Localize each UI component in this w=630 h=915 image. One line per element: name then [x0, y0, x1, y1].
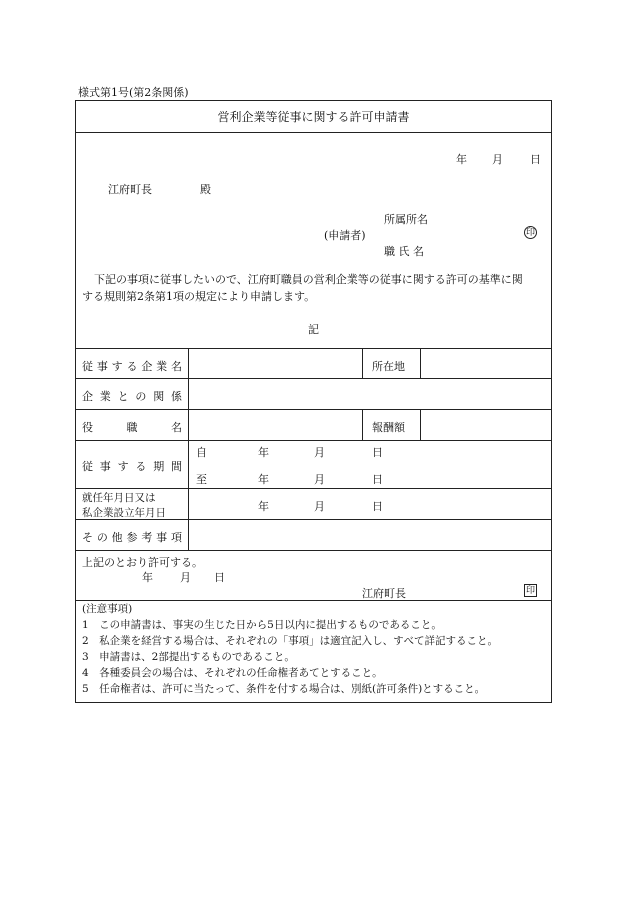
addressee-name: 江府町長 — [108, 183, 152, 196]
record-mark: 記 — [308, 323, 319, 336]
approval-day: 日 — [214, 571, 225, 584]
notes-section — [76, 601, 551, 697]
row-company — [76, 348, 551, 379]
start-day: 日 — [372, 500, 383, 513]
period-from-year: 年 — [258, 446, 269, 459]
body-text-line2: する規則第2条第1項の規定により申請します。 — [82, 290, 316, 303]
affiliation-label: 所属所名 — [384, 213, 428, 226]
relation-label: 企業との関係 — [82, 390, 182, 403]
approval-text: 上記のとおり許可する。 — [82, 556, 203, 569]
row-position — [76, 410, 551, 441]
date-year: 年 — [456, 153, 467, 166]
name-label: 職 氏 名 — [384, 245, 424, 258]
position-label: 役職名 — [82, 421, 182, 434]
period-to-label: 至 — [196, 473, 207, 486]
row-approval — [76, 551, 551, 601]
application-form — [75, 100, 552, 703]
note-item: 4 各種委員会の場合は、それぞれの任命権者あてとすること。 — [82, 667, 383, 679]
row-relation — [76, 379, 551, 410]
approval-seal-icon: 印 — [525, 586, 535, 596]
row-other — [76, 520, 551, 551]
approval-month: 月 — [180, 571, 191, 584]
start-year: 年 — [258, 500, 269, 513]
approval-year: 年 — [142, 571, 153, 584]
applicant-label: (申請者) — [324, 229, 366, 242]
remuneration-label: 報酬額 — [372, 421, 405, 434]
start-label-line2: 私企業設立年月日 — [82, 507, 166, 519]
other-label: その他参考事項 — [82, 531, 182, 544]
notes-heading: (注意事項) — [82, 603, 133, 615]
note-item: 3 申請書は、2部提出するものであること。 — [82, 651, 295, 663]
period-from-label: 自 — [196, 446, 207, 459]
start-label-line1: 就任年月日又は — [82, 492, 156, 504]
form-number-label: 様式第1号(第2条関係) — [78, 86, 189, 99]
applicant-seal-icon: 印 — [525, 228, 535, 238]
date-month: 月 — [492, 153, 503, 166]
period-from-day: 日 — [372, 446, 383, 459]
location-label: 所在地 — [372, 360, 405, 373]
approval-authority: 江府町長 — [362, 587, 406, 600]
note-item: 5 任命権者は、許可に当たって、条件を付する場合は、別紙(許可条件)とすること。 — [82, 683, 486, 695]
body-text-line1: 下記の事項に従事したいので、江府町職員の営利企業等の従事に関する許可の基準に関 — [94, 273, 523, 286]
row-period — [76, 441, 551, 489]
period-to-year: 年 — [258, 473, 269, 486]
period-to-month: 月 — [314, 473, 325, 486]
period-from-month: 月 — [314, 446, 325, 459]
note-item: 2 私企業を経営する場合は、それぞれの「事項」は適宜記入し、すべて詳記すること。 — [82, 635, 498, 647]
form-title: 営利企業等従事に関する許可申請書 — [76, 101, 551, 133]
period-label: 従事する期間 — [82, 460, 182, 473]
period-to-day: 日 — [372, 473, 383, 486]
note-item: 1 この申請書は、事実の生じた日から5日以内に提出するものであること。 — [82, 619, 442, 631]
company-label: 従事する企業名 — [82, 360, 182, 373]
start-month: 月 — [314, 500, 325, 513]
addressee-honorific: 殿 — [200, 183, 211, 196]
date-day: 日 — [530, 153, 541, 166]
row-start-date — [76, 489, 551, 520]
